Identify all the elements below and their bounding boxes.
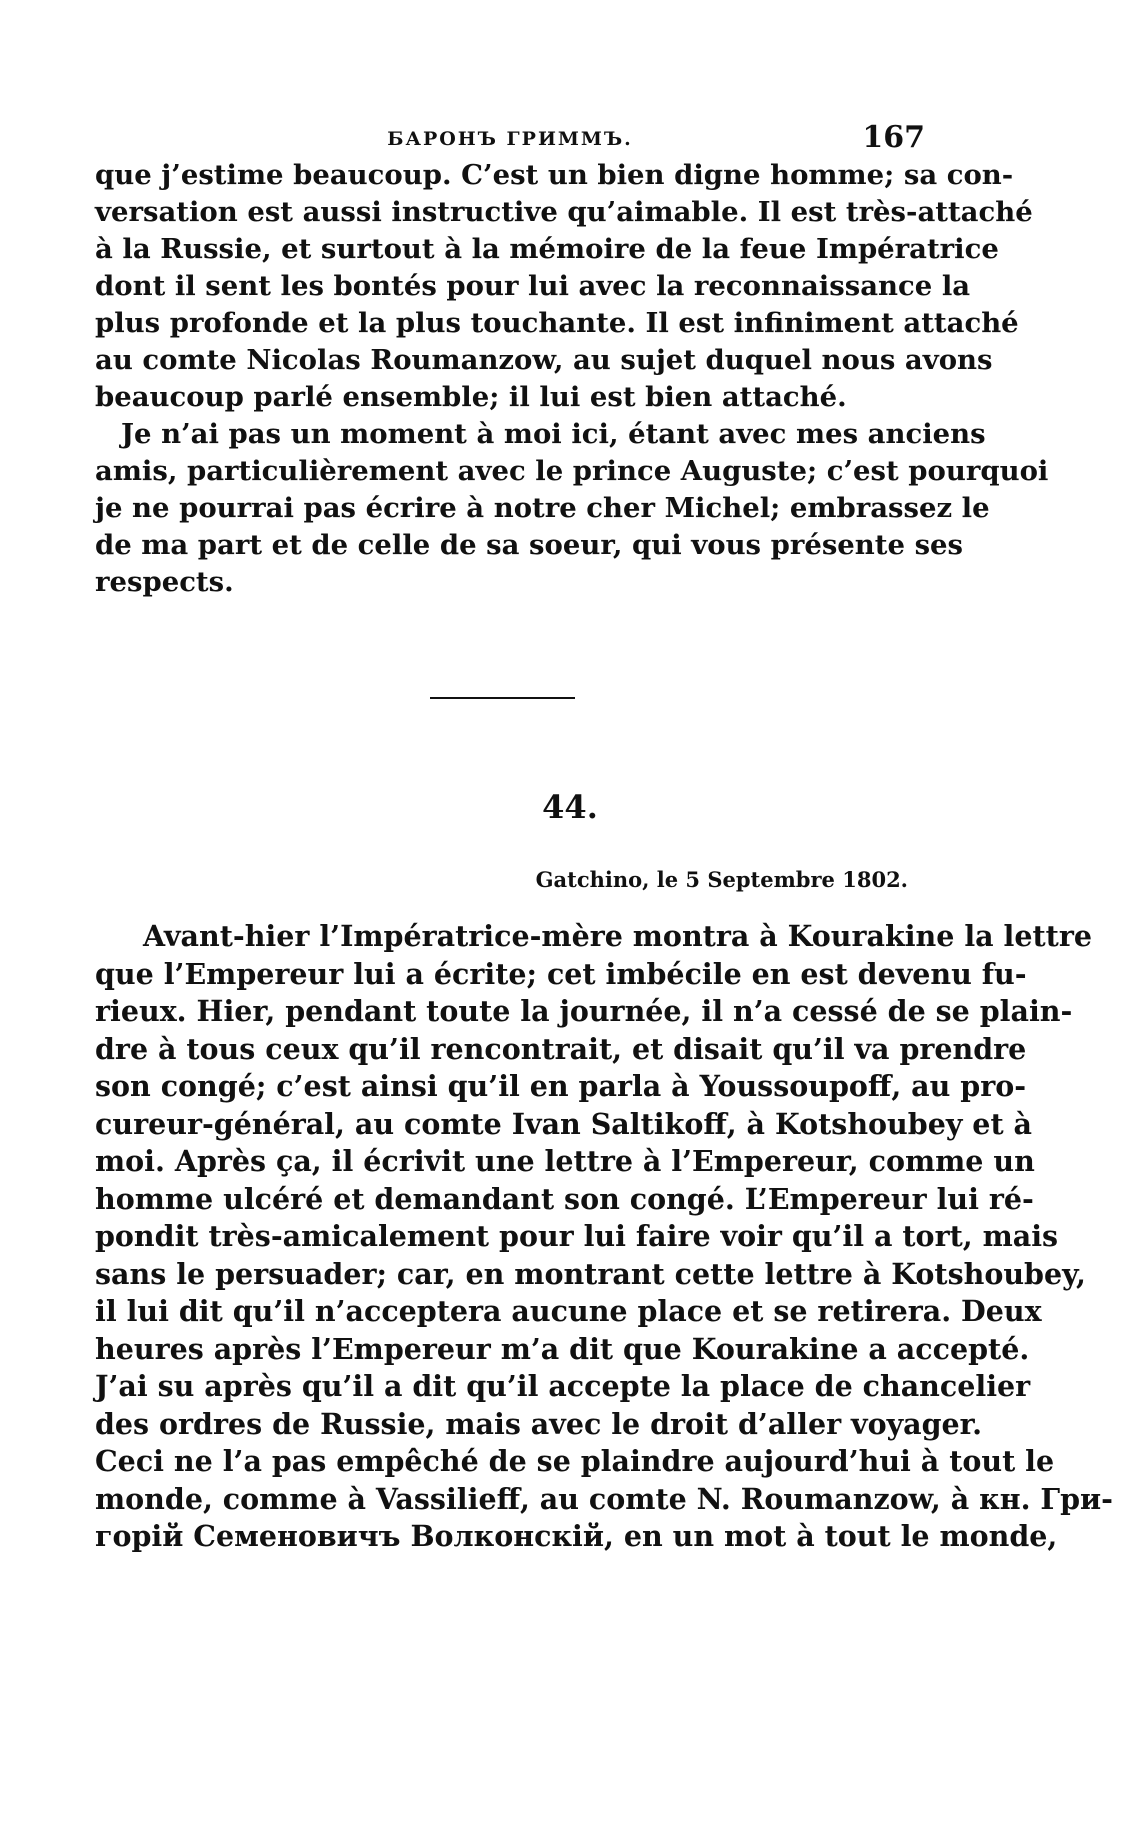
text-line: son congé; c’est ainsi qu’il en parla à Youssoupoff, au pro- bbox=[95, 1069, 1027, 1103]
running-head: БАРОНЪ ГРИММЪ. bbox=[387, 128, 633, 150]
text-line: des ordres de Russie, mais avec le droit d’aller voyager. bbox=[95, 1406, 982, 1441]
page-header bbox=[95, 118, 925, 158]
text-line: homme ulcéré et demandant son congé. L’Empereur lui ré- bbox=[95, 1181, 1034, 1216]
text-line: Ceci ne l’a pas empêché de se plaindre aujourd’hui à tout le bbox=[95, 1444, 1055, 1478]
text-line: rieux. Hier, pendant toute la journée, il n’a cessé de se plain- bbox=[95, 994, 1073, 1028]
text-line: moi. Après ça, il écrivit une lettre à l’Empereur, comme un bbox=[95, 1144, 1035, 1178]
text-line: dont il sent les bontés pour lui avec la reconnaissance la bbox=[95, 270, 971, 302]
paragraph-continued bbox=[95, 157, 1033, 416]
text-line: beaucoup parlé ensemble; il lui est bien attaché. bbox=[95, 381, 847, 413]
text-line: monde, comme à Vassilieff, au comte N. Roumanzow, à кн. Гри- bbox=[95, 1481, 1113, 1516]
text-line: à la Russie, et surtout à la mémoire de la feue Impératrice bbox=[95, 233, 999, 265]
page-number: 167 bbox=[862, 120, 925, 155]
letter-number: 44. bbox=[542, 788, 598, 826]
text-line: Je n’ai pas un moment à moi ici, étant avec mes anciens bbox=[121, 418, 986, 450]
text-line: de ma part et de celle de sa soeur, qui vous présente ses bbox=[95, 529, 964, 561]
letter-body bbox=[95, 918, 1113, 1556]
text-line: dre à tous ceux qu’il rencontrait, et disait qu’il va prendre bbox=[95, 1031, 1027, 1066]
text-line: горій Семеновичъ Волконскій, en un mot à tout le monde, bbox=[95, 1519, 1058, 1553]
text-line: pondit très-amicalement pour lui faire voir qu’il a tort, mais bbox=[95, 1219, 1059, 1253]
text-line: heures après l’Empereur m’a dit que Kourakine a accepté. bbox=[95, 1331, 1030, 1366]
text-line: amis, particulièrement avec le prince Auguste; c’est pourquoi bbox=[95, 455, 1049, 487]
text-line: que l’Empereur lui a écrite; cet imbécile en est devenu fu- bbox=[95, 956, 1027, 991]
letter-dateline: Gatchino, le 5 Septembre 1802. bbox=[535, 867, 908, 892]
text-line: que j’estime beaucoup. C’est un bien digne homme; sa con- bbox=[95, 159, 1014, 191]
text-line: versation est aussi instructive qu’aimable. Il est très-attaché bbox=[95, 196, 1033, 228]
paragraph-closing bbox=[95, 416, 1049, 601]
section-divider bbox=[430, 697, 575, 699]
text-line: il lui dit qu’il n’acceptera aucune place et se retirera. Deux bbox=[95, 1294, 1042, 1328]
text-line: Avant-hier l’Impératrice-mère montra à Kourakine la lettre bbox=[143, 919, 1092, 953]
text-line: au comte Nicolas Roumanzow, au sujet duquel nous avons bbox=[95, 344, 993, 376]
text-line: je ne pourrai pas écrire à notre cher Michel; embrassez le bbox=[95, 492, 990, 524]
text-line: plus profonde et la plus touchante. Il est infiniment attaché bbox=[95, 307, 1019, 339]
text-line: respects. bbox=[95, 566, 234, 598]
text-line: cureur-général, au comte Ivan Saltikoff, à Kotshoubey et à bbox=[95, 1106, 1032, 1141]
text-line: sans le persuader; car, en montrant cette lettre à Kotshoubey, bbox=[95, 1256, 1086, 1291]
text-line: J’ai su après qu’il a dit qu’il accepte la place de chancelier bbox=[95, 1369, 1031, 1403]
